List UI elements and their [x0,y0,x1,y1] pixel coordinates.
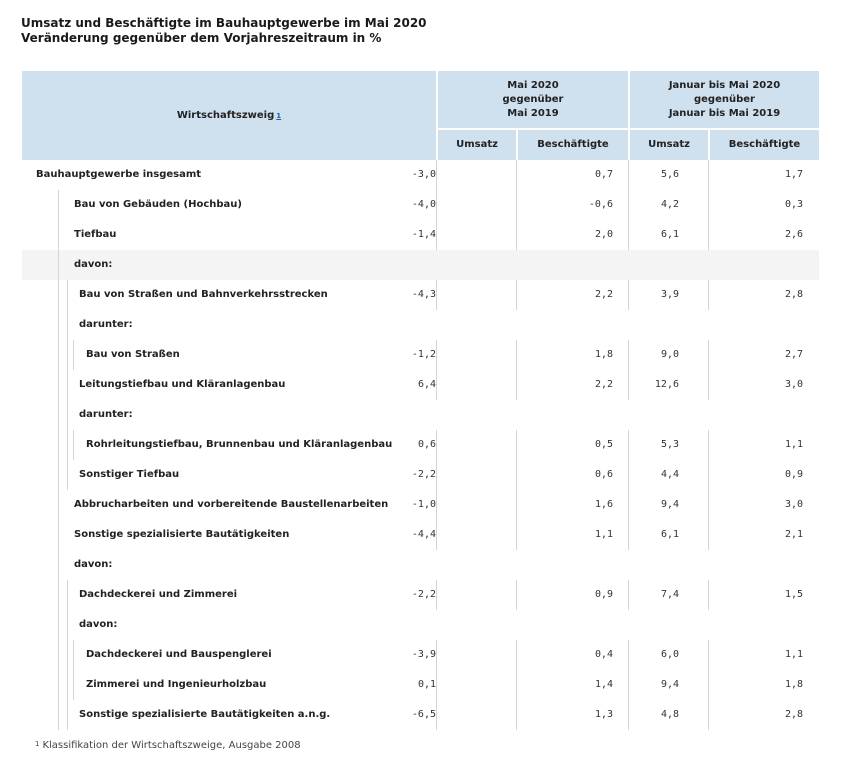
row-value: -1,2 [411,349,436,360]
column-divider [436,640,437,670]
header-divider [708,128,710,160]
indent-guide [67,370,68,400]
header-umsatz-2: Umsatz [648,139,690,150]
indent-guide [58,280,59,310]
column-divider [708,520,709,550]
row-label: Rohrleitungstiefbau, Brunnenbau und Kläranlagenbau [86,439,393,450]
row-label: Zimmerei und Ingenieurholzbau [86,679,267,690]
indent-guide [58,490,59,520]
column-divider [516,490,517,520]
column-divider [628,340,629,370]
table-row [22,640,819,670]
indent-guide [58,640,59,670]
table-row [22,610,819,640]
column-divider [708,700,709,730]
header-beschaeftigte-2: Beschäftigte [728,139,801,150]
row-value: 1,5 [784,589,803,600]
row-value: 6,1 [660,229,679,240]
row-value: -1,0 [411,499,436,510]
indent-guide [58,550,59,580]
row-value: 2,2 [594,289,613,300]
row-value: 1,3 [594,709,613,720]
table-row [22,340,819,370]
header-group-may-line-1: Mai 2020 [507,79,559,91]
row-label: Bau von Gebäuden (Hochbau) [74,199,242,210]
column-divider [516,370,517,400]
header-divider [628,71,630,160]
indent-guide [58,670,59,700]
column-divider [436,160,437,190]
row-value: -3,9 [411,649,436,660]
row-value: 2,6 [784,229,803,240]
column-divider [436,460,437,490]
column-divider [436,580,437,610]
table-row [22,670,819,700]
row-value: 9,4 [660,499,679,510]
column-divider [628,520,629,550]
header-divider [516,128,518,160]
row-value: -2,2 [411,469,436,480]
footnote-marker: 1 [35,740,40,748]
header-beschaeftigte-1: Beschäftigte [537,139,609,150]
row-value: -0,6 [588,199,613,210]
row-value: 9,4 [660,679,679,690]
row-value: 2,1 [784,529,803,540]
row-value: 2,7 [784,349,803,360]
indent-guide [67,310,68,340]
footnote-text: Klassifikation der Wirtschaftszweige, Ausgabe 2008 [42,740,301,751]
row-value: 0,6 [417,439,436,450]
column-divider [436,370,437,400]
table-row [22,220,819,250]
indent-guide [58,220,59,250]
header-group-may [438,71,628,128]
row-value: 1,7 [784,169,803,180]
table-row [22,490,819,520]
title-line-1: Umsatz und Beschäftigte im Bauhauptgewerbe im Mai 2020 [21,16,427,30]
header-group-may-line-3: Mai 2019 [507,107,559,119]
row-value: 0,6 [594,469,613,480]
indent-guide [67,610,68,640]
column-divider [516,640,517,670]
row-value: 0,5 [594,439,613,450]
row-label: Bauhauptgewerbe insgesamt [36,169,202,180]
column-divider [628,640,629,670]
column-divider [516,160,517,190]
row-value: 0,9 [784,469,803,480]
column-divider [436,280,437,310]
row-label: Sonstiger Tiefbau [79,469,180,480]
row-value: 9,0 [660,349,679,360]
header-group-jan-may-line-2: gegenüber [693,93,755,105]
row-value: 6,4 [417,379,436,390]
header-branch-label: Wirtschaftszweig [176,109,275,121]
column-divider [436,700,437,730]
column-divider [708,370,709,400]
column-divider [708,190,709,220]
table-row [22,370,819,400]
row-label: Tiefbau [74,229,117,240]
row-label: Sonstige spezialisierte Bautätigkeiten a.n.g. [79,709,331,720]
row-value: 12,6 [654,379,679,390]
footnote-link[interactable]: 1 [276,111,282,120]
header-group-jan-may-line-3: Januar bis Mai 2019 [668,107,781,119]
row-value: 0,7 [594,169,613,180]
column-divider [436,220,437,250]
row-value: 1,8 [784,679,803,690]
header-group-jan-may-line-1: Januar bis Mai 2020 [668,79,781,91]
row-value: 7,4 [660,589,679,600]
row-value: -4,3 [411,289,436,300]
column-divider [708,160,709,190]
column-divider [436,340,437,370]
row-value: -2,2 [411,589,436,600]
column-divider [516,460,517,490]
row-value: 1,1 [784,439,803,450]
row-value: 4,2 [660,199,679,210]
header-divider [436,128,819,130]
row-value: 3,0 [784,499,803,510]
column-divider [628,190,629,220]
column-divider [628,580,629,610]
table-row [22,520,819,550]
table-row [22,580,819,610]
column-divider [628,430,629,460]
column-divider [436,490,437,520]
table-row [22,250,819,280]
indent-guide [73,640,74,670]
header-group-jan-may [630,71,819,128]
column-divider [516,580,517,610]
column-divider [628,280,629,310]
row-label: davon: [79,619,118,630]
indent-guide [67,670,68,700]
footnote [35,740,301,751]
column-divider [708,430,709,460]
column-divider [516,430,517,460]
indent-guide [67,460,68,490]
row-value: 1,6 [594,499,613,510]
row-value: -3,0 [411,169,436,180]
row-value: 0,9 [594,589,613,600]
table-row [22,700,819,730]
column-divider [628,700,629,730]
column-divider [708,640,709,670]
column-divider [708,580,709,610]
indent-guide [58,190,59,220]
row-value: 4,4 [660,469,679,480]
column-divider [628,370,629,400]
row-value: 2,8 [784,709,803,720]
row-label: darunter: [79,409,133,420]
column-divider [436,670,437,700]
row-label: Bau von Straßen [86,349,180,360]
row-value: 2,8 [784,289,803,300]
column-divider [708,460,709,490]
row-value: 5,3 [660,439,679,450]
row-value: 2,0 [594,229,613,240]
row-value: -4,0 [411,199,436,210]
indent-guide [73,430,74,460]
table-title [21,16,427,46]
column-divider [628,460,629,490]
column-divider [436,190,437,220]
indent-guide [67,430,68,460]
indent-guide [58,400,59,430]
column-divider [436,520,437,550]
indent-guide [58,460,59,490]
row-value: -6,5 [411,709,436,720]
indent-guide [58,340,59,370]
indent-guide [58,580,59,610]
row-value: 2,2 [594,379,613,390]
column-divider [708,490,709,520]
row-label: Bau von Straßen und Bahnverkehrsstrecken [79,289,328,300]
table-row [22,550,819,580]
row-label: Leitungstiefbau und Kläranlagenbau [79,379,286,390]
row-value: 3,9 [660,289,679,300]
column-divider [708,220,709,250]
table-row [22,160,819,190]
row-label: Dachdeckerei und Zimmerei [79,589,238,600]
indent-guide [73,340,74,370]
column-divider [628,490,629,520]
row-value: 6,1 [660,529,679,540]
indent-guide [58,250,59,280]
title-line-2: Veränderung gegenüber dem Vorjahreszeitraum in % [21,31,382,45]
row-value: 4,8 [660,709,679,720]
row-value: 3,0 [784,379,803,390]
indent-guide [58,610,59,640]
column-divider [516,190,517,220]
header-divider [436,71,438,160]
row-value: -1,4 [411,229,436,240]
header-branch [22,71,436,160]
row-label: davon: [74,259,113,270]
row-value: 0,3 [784,199,803,210]
table-row [22,460,819,490]
table-row [22,400,819,430]
column-divider [516,700,517,730]
row-label: Dachdeckerei und Bauspenglerei [86,649,272,660]
column-divider [628,670,629,700]
column-divider [516,340,517,370]
row-value: 6,0 [660,649,679,660]
column-divider [516,520,517,550]
row-label: Sonstige spezialisierte Bautätigkeiten [74,529,290,540]
column-divider [708,280,709,310]
column-divider [628,220,629,250]
indent-guide [58,430,59,460]
indent-guide [58,310,59,340]
column-divider [708,340,709,370]
row-value: 1,4 [594,679,613,690]
table-row [22,280,819,310]
row-label: darunter: [79,319,133,330]
table-row [22,310,819,340]
indent-guide [73,670,74,700]
indent-guide [67,280,68,310]
indent-guide [67,580,68,610]
table-body [22,160,819,730]
data-table [22,71,819,730]
column-divider [628,160,629,190]
column-divider [436,430,437,460]
row-value: -4,4 [411,529,436,540]
row-value: 0,4 [594,649,613,660]
indent-guide [67,340,68,370]
column-divider [708,670,709,700]
row-value: 5,6 [660,169,679,180]
table-header [22,71,819,160]
row-value: 1,8 [594,349,613,360]
indent-guide [58,700,59,730]
table-row [22,190,819,220]
row-value: 1,1 [784,649,803,660]
row-value: 1,1 [594,529,613,540]
indent-guide [67,700,68,730]
indent-guide [67,400,68,430]
indent-guide [58,370,59,400]
column-divider [516,280,517,310]
row-value: 0,1 [417,679,436,690]
row-label: Abbrucharbeiten und vorbereitende Baustellenarbeiten [74,499,389,510]
table-row [22,430,819,460]
column-divider [516,670,517,700]
indent-guide [58,520,59,550]
indent-guide [67,640,68,670]
header-group-may-line-2: gegenüber [502,93,564,105]
row-label: davon: [74,559,113,570]
header-umsatz-1: Umsatz [456,139,498,150]
column-divider [516,220,517,250]
